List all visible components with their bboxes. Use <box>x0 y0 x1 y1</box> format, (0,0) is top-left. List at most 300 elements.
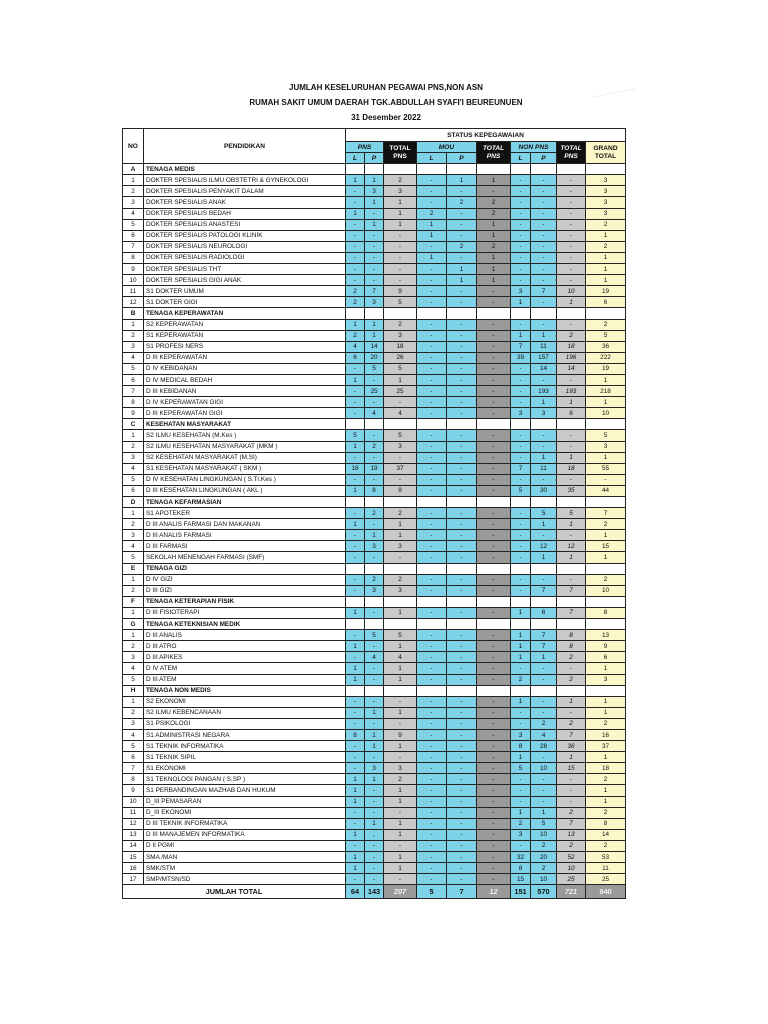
cell-grand-total: 1 <box>586 374 626 385</box>
cell-non-pns-p: - <box>531 474 557 485</box>
cell-mou-l: - <box>417 829 447 840</box>
cell-pns-l: 18 <box>346 463 365 474</box>
cell-pns-p: - <box>365 874 384 885</box>
cell-non-pns-p: 11 <box>531 463 557 474</box>
cell-total-mou: - <box>477 508 511 519</box>
cell-non-pns-l: 32 <box>511 852 531 863</box>
cell-grand-total: 2 <box>586 319 626 330</box>
cell-grand-total: 11 <box>586 863 626 874</box>
cell-grand-total: 2 <box>586 718 626 729</box>
cell-pns-l: 1 <box>346 674 365 685</box>
cell-non-pns-p: 7 <box>531 630 557 641</box>
cell-mou-p: - <box>447 741 477 752</box>
cell-total-pns: 1 <box>384 852 417 863</box>
section-empty-cell <box>417 164 447 175</box>
cell-non-pns-l: 2 <box>511 818 531 829</box>
cell-total-mou: 1 <box>477 264 511 275</box>
row-pendidikan: D II PGMI <box>144 840 346 851</box>
cell-pns-l: - <box>346 874 365 885</box>
cell-pns-l: - <box>346 696 365 707</box>
section-name: TENAGA NON MEDIS <box>144 685 346 696</box>
cell-non-pns-l: - <box>511 241 531 252</box>
cell-grand-total: 37 <box>586 741 626 752</box>
cell-grand-total: 1 <box>586 552 626 563</box>
cell-total-non-pns: - <box>557 208 586 219</box>
cell-pns-l: - <box>346 752 365 763</box>
cell-total-non-pns: 1 <box>557 297 586 308</box>
cell-grand-total: 13 <box>586 630 626 641</box>
cell-total-non-pns: - <box>557 530 586 541</box>
cell-non-pns-p: 11 <box>531 341 557 352</box>
row-number: 13 <box>123 829 144 840</box>
cell-non-pns-l: - <box>511 574 531 585</box>
section-empty-cell <box>346 563 365 574</box>
cell-total-pns: - <box>384 452 417 463</box>
cell-non-pns-l: 2 <box>511 674 531 685</box>
row-pendidikan: S1 PROFESI NERS <box>144 341 346 352</box>
cell-total-non-pns: 7 <box>557 729 586 740</box>
section-empty-cell <box>531 497 557 508</box>
cell-pns-l: - <box>346 397 365 408</box>
cell-total-mou: - <box>477 408 511 419</box>
cell-mou-l: - <box>417 319 447 330</box>
cell-grand-total: 2 <box>586 807 626 818</box>
cell-mou-p: - <box>447 397 477 408</box>
cell-grand-total: 5 <box>586 430 626 441</box>
cell-non-pns-p: - <box>531 252 557 263</box>
table-row <box>123 485 626 496</box>
cell-pns-l: - <box>346 840 365 851</box>
total-pns-l: 64 <box>346 885 365 899</box>
cell-mou-p: 1 <box>447 275 477 286</box>
section-empty-cell <box>447 685 477 696</box>
section-code: B <box>123 308 144 319</box>
row-pendidikan: SMA /MAN <box>144 852 346 863</box>
title-line-2: RUMAH SAKIT UMUM DAERAH TGK.ABDULLAH SYAFI'I BEUREUNUEN <box>249 98 523 107</box>
section-empty-cell <box>417 596 447 607</box>
cell-mou-p: - <box>447 641 477 652</box>
cell-pns-p: 19 <box>365 463 384 474</box>
cell-total-mou: - <box>477 374 511 385</box>
cell-total-pns: 4 <box>384 652 417 663</box>
cell-non-pns-p: 20 <box>531 852 557 863</box>
cell-total-mou: - <box>477 341 511 352</box>
cell-non-pns-p: 7 <box>531 641 557 652</box>
row-pendidikan: D III KEBIDANAN <box>144 386 346 397</box>
cell-pns-p: 1 <box>365 175 384 186</box>
table-row <box>123 530 626 541</box>
cell-non-pns-p: 1 <box>531 519 557 530</box>
cell-pns-l: 5 <box>346 430 365 441</box>
total-label: JUMLAH TOTAL <box>123 885 346 899</box>
table-row <box>123 186 626 197</box>
cell-total-pns: - <box>384 752 417 763</box>
table-row <box>123 574 626 585</box>
cell-pns-p: 1 <box>365 330 384 341</box>
section-empty-cell <box>447 619 477 630</box>
cell-pns-p: - <box>365 275 384 286</box>
cell-pns-l: - <box>346 474 365 485</box>
cell-mou-l: - <box>417 585 447 596</box>
cell-total-pns: 5 <box>384 297 417 308</box>
row-number: 17 <box>123 874 144 885</box>
cell-total-mou: - <box>477 796 511 807</box>
cell-total-non-pns: - <box>557 796 586 807</box>
row-pendidikan: DOKTER SPESIALIS NEUROLOGI <box>144 241 346 252</box>
row-number: 3 <box>123 341 144 352</box>
cell-total-non-pns: 2 <box>557 807 586 818</box>
cell-non-pns-p: - <box>531 197 557 208</box>
row-number: 7 <box>123 763 144 774</box>
cell-total-non-pns: 10 <box>557 863 586 874</box>
cell-total-pns: 2 <box>384 319 417 330</box>
row-number: 1 <box>123 696 144 707</box>
table-row <box>123 275 626 286</box>
header-pns-p: P <box>365 153 384 164</box>
cell-total-pns: 1 <box>384 530 417 541</box>
cell-total-mou: - <box>477 474 511 485</box>
cell-pns-l: - <box>346 818 365 829</box>
cell-grand-total: 3 <box>586 674 626 685</box>
table-row <box>123 430 626 441</box>
cell-total-mou: - <box>477 463 511 474</box>
cell-total-pns: - <box>384 241 417 252</box>
cell-total-non-pns: - <box>557 474 586 485</box>
cell-mou-l: - <box>417 707 447 718</box>
cell-non-pns-p: - <box>531 752 557 763</box>
cell-non-pns-p: 1 <box>531 652 557 663</box>
row-number: 4 <box>123 208 144 219</box>
section-empty-cell <box>557 563 586 574</box>
cell-total-pns: 5 <box>384 363 417 374</box>
cell-grand-total: 6 <box>586 652 626 663</box>
row-pendidikan: D III GIZI <box>144 585 346 596</box>
section-empty-cell <box>477 563 511 574</box>
cell-pns-l: 1 <box>346 519 365 530</box>
cell-mou-l: - <box>417 430 447 441</box>
cell-total-pns: 1 <box>384 863 417 874</box>
cell-total-pns: 37 <box>384 463 417 474</box>
section-empty-cell <box>417 563 447 574</box>
row-number: 1 <box>123 607 144 618</box>
section-empty-cell <box>346 619 365 630</box>
cell-mou-l: - <box>417 796 447 807</box>
cell-total-non-pns: 7 <box>557 607 586 618</box>
section-header-row <box>123 685 626 696</box>
section-empty-cell <box>365 419 384 430</box>
cell-mou-p: 2 <box>447 241 477 252</box>
cell-total-mou: - <box>477 574 511 585</box>
cell-mou-p: - <box>447 352 477 363</box>
cell-grand-total: 8 <box>586 607 626 618</box>
cell-total-non-pns: 52 <box>557 852 586 863</box>
cell-non-pns-p: 5 <box>531 818 557 829</box>
cell-total-non-pns: - <box>557 441 586 452</box>
cell-total-pns: - <box>384 275 417 286</box>
cell-pns-p: - <box>365 374 384 385</box>
section-name: TENAGA GIZI <box>144 563 346 574</box>
cell-non-pns-l: - <box>511 264 531 275</box>
table-row <box>123 252 626 263</box>
cell-non-pns-p: 12 <box>531 541 557 552</box>
cell-mou-l: - <box>417 752 447 763</box>
cell-non-pns-l: - <box>511 386 531 397</box>
total-total-pns: 207 <box>384 885 417 899</box>
cell-mou-l: - <box>417 763 447 774</box>
cell-total-pns: 1 <box>384 663 417 674</box>
table-row <box>123 286 626 297</box>
cell-total-pns: - <box>384 264 417 275</box>
cell-total-non-pns: - <box>557 230 586 241</box>
row-number: 3 <box>123 718 144 729</box>
cell-mou-l: - <box>417 674 447 685</box>
total-grand-total: 940 <box>586 885 626 899</box>
cell-total-non-pns: - <box>557 430 586 441</box>
header-mou-p: P <box>447 153 477 164</box>
cell-total-pns: 3 <box>384 330 417 341</box>
cell-grand-total: 19 <box>586 363 626 374</box>
cell-mou-l: - <box>417 397 447 408</box>
cell-non-pns-p: 4 <box>531 729 557 740</box>
section-empty-cell <box>447 164 477 175</box>
table-row <box>123 352 626 363</box>
cell-non-pns-p: - <box>531 264 557 275</box>
cell-non-pns-l: 3 <box>511 408 531 419</box>
row-number: 15 <box>123 852 144 863</box>
cell-non-pns-l: 7 <box>511 463 531 474</box>
cell-non-pns-p: 14 <box>531 363 557 374</box>
section-empty-cell <box>384 308 417 319</box>
table-row <box>123 729 626 740</box>
cell-grand-total: 15 <box>586 541 626 552</box>
cell-non-pns-l: 1 <box>511 630 531 641</box>
cell-total-pns: 2 <box>384 774 417 785</box>
cell-total-pns: - <box>384 696 417 707</box>
table-row <box>123 607 626 618</box>
cell-mou-l: - <box>417 264 447 275</box>
cell-total-mou: 1 <box>477 175 511 186</box>
cell-pns-l: - <box>346 197 365 208</box>
row-number: 1 <box>123 574 144 585</box>
row-number: 8 <box>123 774 144 785</box>
cell-pns-p: - <box>365 474 384 485</box>
cell-total-non-pns: 1 <box>557 397 586 408</box>
table-row <box>123 330 626 341</box>
cell-non-pns-p: - <box>531 530 557 541</box>
cell-pns-p: 5 <box>365 363 384 374</box>
cell-total-pns: 1 <box>384 374 417 385</box>
cell-pns-p: 8 <box>365 485 384 496</box>
cell-mou-p: - <box>447 474 477 485</box>
cell-total-mou: - <box>477 530 511 541</box>
row-number: 1 <box>123 175 144 186</box>
cell-mou-l: - <box>417 186 447 197</box>
row-pendidikan: S2 KESEHATAN MASYARAKAT (M.SI) <box>144 452 346 463</box>
row-pendidikan: DOKTER SPESIALIS PENYAKIT DALAM <box>144 186 346 197</box>
row-number: 3 <box>123 197 144 208</box>
section-empty-cell <box>511 596 531 607</box>
row-pendidikan: D III FISIOTERAPI <box>144 607 346 618</box>
section-empty-cell <box>531 563 557 574</box>
row-number: 9 <box>123 408 144 419</box>
cell-mou-p: - <box>447 186 477 197</box>
cell-non-pns-p: - <box>531 663 557 674</box>
cell-total-non-pns: 18 <box>557 341 586 352</box>
row-pendidikan: D III ANALIS FARMASI DAN MAKANAN <box>144 519 346 530</box>
cell-grand-total: 19 <box>586 286 626 297</box>
cell-non-pns-p: 2 <box>531 718 557 729</box>
row-number: 9 <box>123 264 144 275</box>
cell-non-pns-p: 10 <box>531 874 557 885</box>
section-empty-cell <box>384 164 417 175</box>
cell-pns-l: 1 <box>346 374 365 385</box>
row-pendidikan: S1 EKONOMI <box>144 763 346 774</box>
cell-non-pns-l: 7 <box>511 341 531 352</box>
cell-mou-p: - <box>447 519 477 530</box>
cell-non-pns-l: 3 <box>511 829 531 840</box>
section-header-row <box>123 164 626 175</box>
cell-total-non-pns: 5 <box>557 508 586 519</box>
cell-mou-p: - <box>447 541 477 552</box>
cell-mou-l: - <box>417 452 447 463</box>
cell-total-non-pns: 1 <box>557 696 586 707</box>
cell-mou-p: 1 <box>447 264 477 275</box>
row-number: 11 <box>123 286 144 297</box>
cell-mou-l: - <box>417 463 447 474</box>
cell-pns-p: - <box>365 264 384 275</box>
header-row-1 <box>123 129 626 142</box>
table-row <box>123 474 626 485</box>
cell-total-non-pns: 2 <box>557 674 586 685</box>
cell-pns-l: - <box>346 574 365 585</box>
row-number: 2 <box>123 641 144 652</box>
section-header-row <box>123 419 626 430</box>
cell-grand-total: 3 <box>586 175 626 186</box>
cell-mou-p: - <box>447 508 477 519</box>
cell-non-pns-l: 15 <box>511 874 531 885</box>
cell-non-pns-p: 1 <box>531 452 557 463</box>
table-row <box>123 519 626 530</box>
table-row <box>123 774 626 785</box>
cell-pns-p: - <box>365 452 384 463</box>
section-empty-cell <box>384 685 417 696</box>
row-pendidikan: DOKTER SPESIALIS ANASTESI <box>144 219 346 230</box>
table-row <box>123 363 626 374</box>
section-empty-cell <box>365 308 384 319</box>
cell-non-pns-l: - <box>511 208 531 219</box>
cell-total-non-pns: 7 <box>557 818 586 829</box>
header-no: NO <box>123 129 144 164</box>
row-pendidikan: D_III EKONOMI <box>144 807 346 818</box>
section-empty-cell <box>477 685 511 696</box>
cell-total-mou: - <box>477 752 511 763</box>
cell-total-non-pns: - <box>557 252 586 263</box>
cell-total-mou: 1 <box>477 219 511 230</box>
cell-mou-l: - <box>417 807 447 818</box>
cell-grand-total: 25 <box>586 874 626 885</box>
cell-grand-total: 2 <box>586 574 626 585</box>
row-number: 16 <box>123 863 144 874</box>
cell-pns-l: 1 <box>346 852 365 863</box>
cell-total-non-pns: 8 <box>557 630 586 641</box>
section-empty-cell <box>417 619 447 630</box>
cell-non-pns-p: - <box>531 796 557 807</box>
cell-mou-p: - <box>447 829 477 840</box>
row-number: 8 <box>123 252 144 263</box>
cell-total-mou: - <box>477 874 511 885</box>
cell-mou-l: - <box>417 508 447 519</box>
row-pendidikan: S1 TEKNIK SIPIL <box>144 752 346 763</box>
cell-grand-total: 218 <box>586 386 626 397</box>
row-pendidikan: D IV KEPERAWATAN GIGI <box>144 397 346 408</box>
row-number: 1 <box>123 319 144 330</box>
total-mou-l: 5 <box>417 885 447 899</box>
cell-non-pns-l: - <box>511 319 531 330</box>
row-number: 5 <box>123 363 144 374</box>
cell-grand-total: 1 <box>586 230 626 241</box>
cell-total-non-pns: - <box>557 175 586 186</box>
section-empty-cell <box>511 619 531 630</box>
row-pendidikan: DOKTER SPESIALIS ANAK <box>144 197 346 208</box>
cell-mou-p: - <box>447 330 477 341</box>
cell-pns-l: - <box>346 264 365 275</box>
cell-pns-l: 1 <box>346 607 365 618</box>
cell-mou-p: - <box>447 785 477 796</box>
cell-grand-total: 5 <box>586 330 626 341</box>
table-row <box>123 463 626 474</box>
cell-non-pns-l: - <box>511 530 531 541</box>
section-empty-cell <box>365 619 384 630</box>
row-number: 3 <box>123 530 144 541</box>
row-pendidikan: DOKTER SPESIALIS ILMU OBSTETRI & GYNEKOLOGI <box>144 175 346 186</box>
cell-pns-l: - <box>346 363 365 374</box>
cell-non-pns-p: - <box>531 441 557 452</box>
cell-pns-p: 3 <box>365 763 384 774</box>
row-number: 6 <box>123 752 144 763</box>
cell-mou-l: - <box>417 408 447 419</box>
cell-total-pns: 3 <box>384 441 417 452</box>
cell-non-pns-p: 193 <box>531 386 557 397</box>
cell-total-non-pns: - <box>557 241 586 252</box>
cell-total-mou: - <box>477 774 511 785</box>
cell-pns-p: - <box>365 241 384 252</box>
cell-total-pns: - <box>384 252 417 263</box>
cell-pns-l: 1 <box>346 663 365 674</box>
cell-total-pns: 1 <box>384 796 417 807</box>
cell-pns-p: - <box>365 718 384 729</box>
section-empty-cell <box>417 685 447 696</box>
cell-total-pns: 1 <box>384 208 417 219</box>
cell-mou-l: - <box>417 441 447 452</box>
cell-total-mou: - <box>477 729 511 740</box>
cell-total-mou: - <box>477 663 511 674</box>
row-pendidikan: S1 KESEHATAN MASYARAKAT ( SKM ) <box>144 463 346 474</box>
cell-pns-p: 14 <box>365 341 384 352</box>
cell-non-pns-l: - <box>511 508 531 519</box>
section-empty-cell <box>586 685 626 696</box>
section-empty-cell <box>531 419 557 430</box>
cell-mou-p: - <box>447 696 477 707</box>
row-pendidikan: D IV KEBIDANAN <box>144 363 346 374</box>
cell-total-pns: 3 <box>384 585 417 596</box>
cell-pns-l: 1 <box>346 175 365 186</box>
section-empty-cell <box>477 596 511 607</box>
row-pendidikan: DOKTER SPESIALIS RADIOLOGI <box>144 252 346 263</box>
cell-grand-total: 10 <box>586 408 626 419</box>
row-pendidikan: D IV MEDICAL BEDAH <box>144 374 346 385</box>
row-number: 2 <box>123 519 144 530</box>
cell-total-mou: - <box>477 829 511 840</box>
